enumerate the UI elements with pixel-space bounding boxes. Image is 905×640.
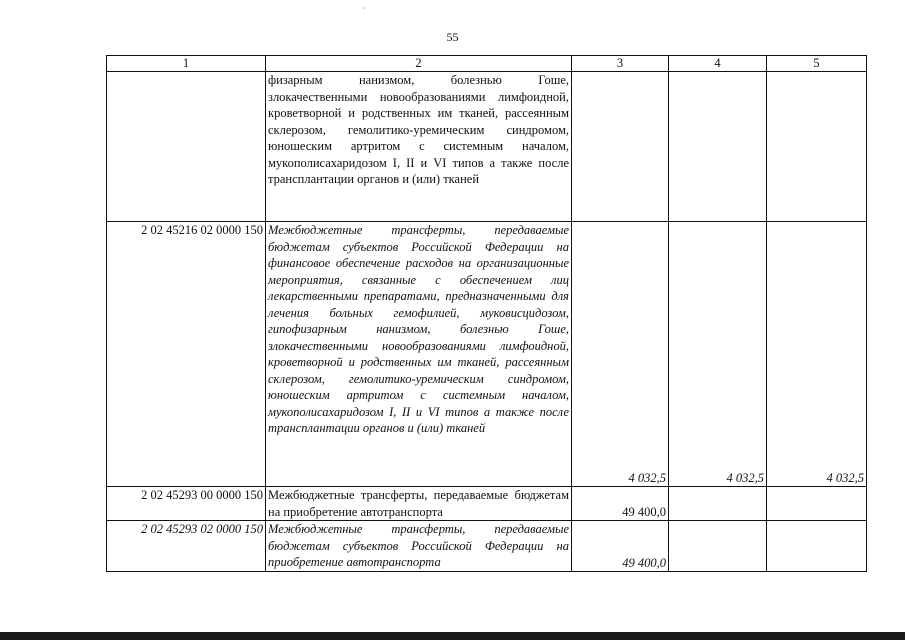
row-value-col5: 4 032,5 <box>767 222 867 487</box>
row-value-col3: 49 400,0 <box>572 487 669 521</box>
row-value-col5 <box>767 72 867 222</box>
row-value-col3 <box>572 72 669 222</box>
table-row <box>107 222 867 487</box>
page-number: 55 <box>446 30 459 44</box>
header-col-4: 4 <box>669 56 767 72</box>
row-code: 2 02 45293 00 0000 150 <box>107 487 266 521</box>
row-value-col5 <box>767 487 867 521</box>
row-value-col3: 49 400,0 <box>572 521 669 572</box>
row-value-col3: 4 032,5 <box>572 222 669 487</box>
row-description: Межбюджетные трансферты, передаваемые бюджетам на приобретение автотранспорта <box>266 487 572 521</box>
row-description: Межбюджетные трансферты, передаваемые бюджетам субъектов Российской Федерации на финансовое обеспечение расходов на организационные мероприятия, связанные с обеспечением лиц лекарственными препаратами, предназначенными для лечения больных гемофилией, муковисцидозом, гипофизарным нанизмом, болезнью Гоше, злокачественными новообразованиями лимфоидной, кроветворной и родственных им тканей, рассеянным склерозом, гемолитико-уремическим синдромом, юношеским артритом с системным началом, мукополисахаридозом I, II и VI типов а также после трансплантации органов и (или) тканей <box>266 222 572 487</box>
budget-table <box>106 55 867 572</box>
header-col-1: 1 <box>107 56 266 72</box>
row-description: Межбюджетные трансферты, передаваемые бюджетам субъектов Российской Федерации на приобретение автотранспорта <box>266 521 572 572</box>
table-row <box>107 521 867 572</box>
table-row <box>107 487 867 521</box>
row-description: физарным нанизмом, болезнью Гоше, злокачественными новообразованиями лимфоидной, кроветворной и родственных им тканей, рассеянным склерозом, гемолитико-уремическим синдромом, юношеским артритом с системным началом, мукополисахаридозом I, II и VI типов а также после трансплантации органов и (или) тканей <box>266 72 572 222</box>
row-code: 2 02 45293 02 0000 150 <box>107 521 266 572</box>
header-col-3: 3 <box>572 56 669 72</box>
row-value-col4 <box>669 521 767 572</box>
row-value-col4 <box>669 487 767 521</box>
row-value-col4 <box>669 72 767 222</box>
table-row <box>107 72 867 222</box>
header-col-2: 2 <box>266 56 572 72</box>
row-value-col4: 4 032,5 <box>669 222 767 487</box>
header-col-5: 5 <box>767 56 867 72</box>
row-code: 2 02 45216 02 0000 150 <box>107 222 266 487</box>
row-code <box>107 72 266 222</box>
header-row <box>107 56 867 72</box>
scan-bottom-edge <box>0 632 905 640</box>
row-value-col5 <box>767 521 867 572</box>
scan-speck: · <box>363 4 366 13</box>
